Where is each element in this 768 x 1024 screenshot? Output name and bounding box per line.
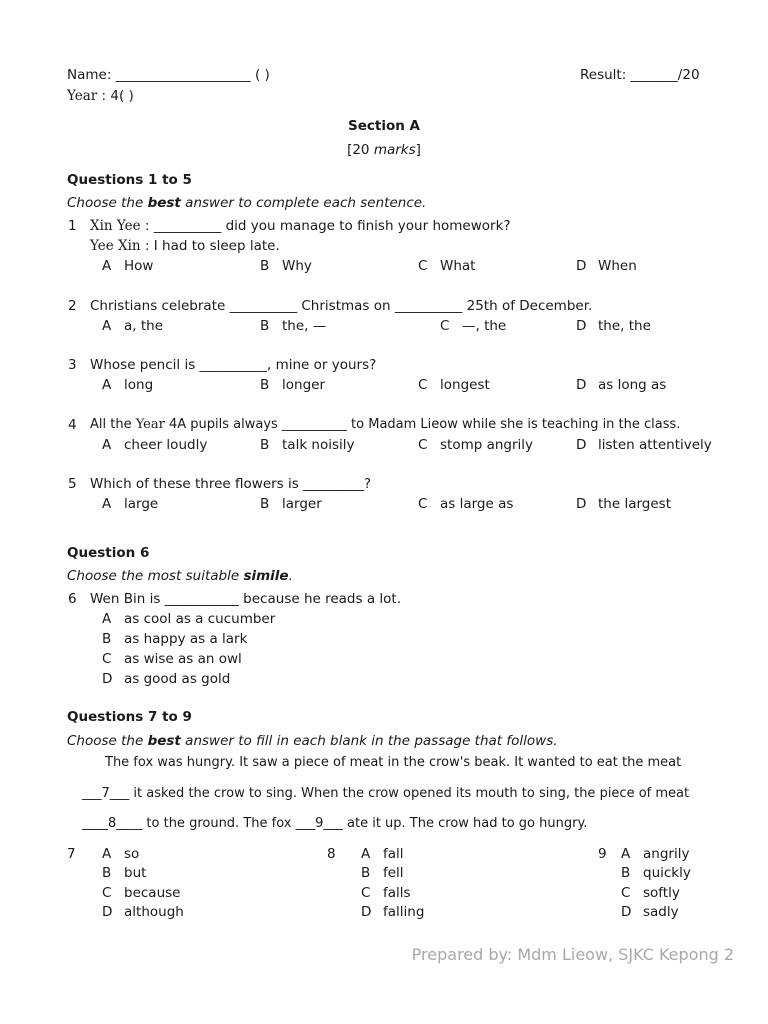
option-letter: C <box>440 318 450 334</box>
question-number: 9 <box>598 846 607 862</box>
option-letter: A <box>102 611 112 627</box>
option-letter: C <box>361 885 371 901</box>
option-text: large <box>124 496 159 512</box>
speaker-name: Xin Yee <box>90 218 141 234</box>
year-line <box>67 88 134 104</box>
option-text: the largest <box>598 496 671 512</box>
question-number: 4 <box>68 417 77 433</box>
option-letter: A <box>102 437 112 453</box>
option-text: falls <box>383 885 411 901</box>
option-text: as cool as a cucumber <box>124 611 276 627</box>
option-letter: D <box>576 377 587 393</box>
answer-option <box>621 846 689 862</box>
answer-option <box>260 318 326 334</box>
option-letter: C <box>418 437 428 453</box>
answer-option <box>102 885 180 901</box>
option-letter: C <box>102 651 112 667</box>
option-text: the, the <box>598 318 651 334</box>
option-text: listen attentively <box>598 437 712 453</box>
option-text: long <box>124 377 154 393</box>
answer-option <box>102 437 207 453</box>
prepared-by-footer: Prepared by: Mdm Lieow, SJKC Kepong 2 <box>411 945 734 964</box>
option-text: as large as <box>440 496 514 512</box>
year-label: Year <box>67 88 98 104</box>
dialogue-line <box>90 238 280 254</box>
option-text: When <box>598 258 637 274</box>
option-text: softly <box>643 885 680 901</box>
answer-option <box>260 377 325 393</box>
question-number: 7 <box>67 846 76 862</box>
section-marks <box>0 142 768 158</box>
option-text: cheer loudly <box>124 437 208 453</box>
option-letter: C <box>621 885 631 901</box>
option-text: because <box>124 885 181 901</box>
option-letter: A <box>621 846 631 862</box>
answer-option <box>576 496 671 512</box>
option-text: but <box>124 865 147 881</box>
question-text: Which of these three flowers is _________? <box>90 476 371 492</box>
passage-line <box>82 786 689 801</box>
option-letter: D <box>102 671 113 687</box>
answer-option <box>576 258 637 274</box>
option-text: the, — <box>282 318 327 334</box>
passage-line: The fox was hungry. It saw a piece of meat in the crow's beak. It wanted to eat the meat <box>105 755 682 770</box>
option-letter: A <box>102 377 112 393</box>
option-text: sadly <box>643 904 679 920</box>
answer-option <box>102 904 184 920</box>
instruction-text: answer to complete each sentence. <box>180 195 427 211</box>
instruction-text: Choose the <box>67 733 148 749</box>
option-letter: B <box>102 631 112 647</box>
answer-option <box>361 885 411 901</box>
option-text: as long as <box>598 377 667 393</box>
answer-option <box>102 496 158 512</box>
marks-close: ] <box>415 142 421 158</box>
answer-option <box>102 651 242 667</box>
option-letter: B <box>260 258 270 274</box>
answer-option <box>621 885 680 901</box>
instruction-text: . <box>288 568 293 584</box>
question-number: 3 <box>68 357 77 373</box>
questions-1-5-heading: Questions 1 to 5 <box>67 172 192 188</box>
option-text: fell <box>383 865 404 881</box>
answer-option <box>418 437 533 453</box>
section-title: Section A <box>348 118 420 134</box>
option-letter: B <box>260 377 270 393</box>
instruction-text: Choose the <box>67 195 148 211</box>
option-letter: A <box>102 846 112 862</box>
questions-1-5-instruction <box>67 195 426 211</box>
question-number: 2 <box>68 298 77 314</box>
question-text: Whose pencil is __________, mine or yours? <box>90 357 377 373</box>
option-text: talk noisily <box>282 437 355 453</box>
answer-option <box>102 377 153 393</box>
passage-blank: ___9___ <box>295 816 343 831</box>
option-letter: C <box>418 377 428 393</box>
marks-open: [20 <box>347 142 374 158</box>
option-text: stomp angrily <box>440 437 534 453</box>
question-text: Wen Bin is ___________ because he reads a lot. <box>90 591 401 607</box>
option-text: as happy as a lark <box>124 631 248 647</box>
option-text: fall <box>383 846 404 862</box>
option-letter: B <box>260 318 270 334</box>
question-text-part: 4A pupils always __________ to Madam Lieow while she is teaching in the class. <box>164 417 681 432</box>
passage-text: ate it up. The crow had to go hungry. <box>342 816 588 831</box>
option-letter: D <box>576 258 587 274</box>
option-letter: B <box>621 865 631 881</box>
answer-option <box>260 496 322 512</box>
option-text: angrily <box>643 846 690 862</box>
year-word: Year <box>135 417 165 432</box>
option-text: although <box>124 904 184 920</box>
option-letter: B <box>260 437 270 453</box>
name-line: Name: ____________________ ( ) <box>67 67 270 83</box>
question-number: 5 <box>68 476 77 492</box>
option-letter: C <box>418 258 428 274</box>
passage-blank: ____8____ <box>82 816 143 831</box>
option-text: so <box>124 846 140 862</box>
dialogue-text: : __________ did you manage to finish your homework? <box>140 218 511 234</box>
dialogue-line <box>90 218 511 234</box>
option-letter: A <box>102 258 112 274</box>
question-text: Christians celebrate __________ Christmas on __________ 25th of December. <box>90 298 593 314</box>
question-number: 8 <box>327 846 336 862</box>
answer-option <box>102 611 275 627</box>
answer-option <box>418 258 475 274</box>
option-letter: A <box>361 846 371 862</box>
answer-option <box>621 865 691 881</box>
option-text: falling <box>383 904 425 920</box>
option-letter: D <box>576 496 587 512</box>
question-6-heading: Question 6 <box>67 545 150 561</box>
instruction-emphasis: simile <box>243 568 289 584</box>
dialogue-text: : I had to sleep late. <box>140 238 280 254</box>
answer-option <box>102 631 247 647</box>
option-text: —, the <box>462 318 507 334</box>
answer-option <box>576 318 651 334</box>
option-text: a, the <box>124 318 164 334</box>
option-letter: C <box>102 885 112 901</box>
option-text: How <box>124 258 154 274</box>
question-number: 1 <box>68 218 77 234</box>
answer-option <box>418 496 513 512</box>
answer-option <box>102 865 146 881</box>
result-line: Result: _______/20 <box>580 67 700 83</box>
questions-7-9-heading: Questions 7 to 9 <box>67 709 192 725</box>
answer-option <box>361 904 424 920</box>
instruction-text: Choose the most suitable <box>67 568 244 584</box>
passage-line <box>82 816 587 831</box>
answer-option <box>102 318 163 334</box>
option-text: larger <box>282 496 322 512</box>
answer-option <box>260 437 355 453</box>
marks-word: marks <box>373 142 416 158</box>
instruction-emphasis: best <box>147 733 181 749</box>
option-text: as good as gold <box>124 671 231 687</box>
question-number: 6 <box>68 591 77 607</box>
question-text <box>90 417 680 432</box>
answer-option <box>102 258 153 274</box>
option-letter: D <box>361 904 372 920</box>
answer-option <box>576 377 666 393</box>
answer-option <box>440 318 506 334</box>
option-letter: B <box>361 865 371 881</box>
option-letter: A <box>102 496 112 512</box>
answer-option <box>621 904 679 920</box>
option-letter: B <box>260 496 270 512</box>
option-text: as wise as an owl <box>124 651 242 667</box>
answer-option <box>361 846 404 862</box>
option-letter: B <box>102 865 112 881</box>
answer-option <box>576 437 712 453</box>
answer-option <box>260 258 312 274</box>
question-text-part: All the <box>90 417 136 432</box>
option-letter: A <box>102 318 112 334</box>
passage-text: to the ground. The fox <box>142 816 296 831</box>
option-text: longest <box>440 377 490 393</box>
option-letter: D <box>576 318 587 334</box>
answer-option <box>418 377 490 393</box>
option-letter: D <box>621 904 632 920</box>
option-letter: D <box>576 437 587 453</box>
question-6-instruction <box>67 568 293 584</box>
speaker-name: Yee Xin <box>90 238 141 254</box>
answer-option <box>361 865 404 881</box>
option-letter: C <box>418 496 428 512</box>
instruction-emphasis: best <box>147 195 181 211</box>
option-text: longer <box>282 377 325 393</box>
answer-option <box>102 671 230 687</box>
instruction-text: answer to fill in each blank in the passage that follows. <box>180 733 558 749</box>
answer-option <box>102 846 139 862</box>
passage-blank: ___7___ <box>82 786 130 801</box>
option-text: What <box>440 258 476 274</box>
passage-text: it asked the crow to sing. When the crow opened its mouth to sing, the piece of meat <box>129 786 690 801</box>
option-letter: D <box>102 904 113 920</box>
year-value: : 4( ) <box>97 88 134 104</box>
option-text: quickly <box>643 865 691 881</box>
questions-7-9-instruction <box>67 733 558 749</box>
option-text: Why <box>282 258 312 274</box>
